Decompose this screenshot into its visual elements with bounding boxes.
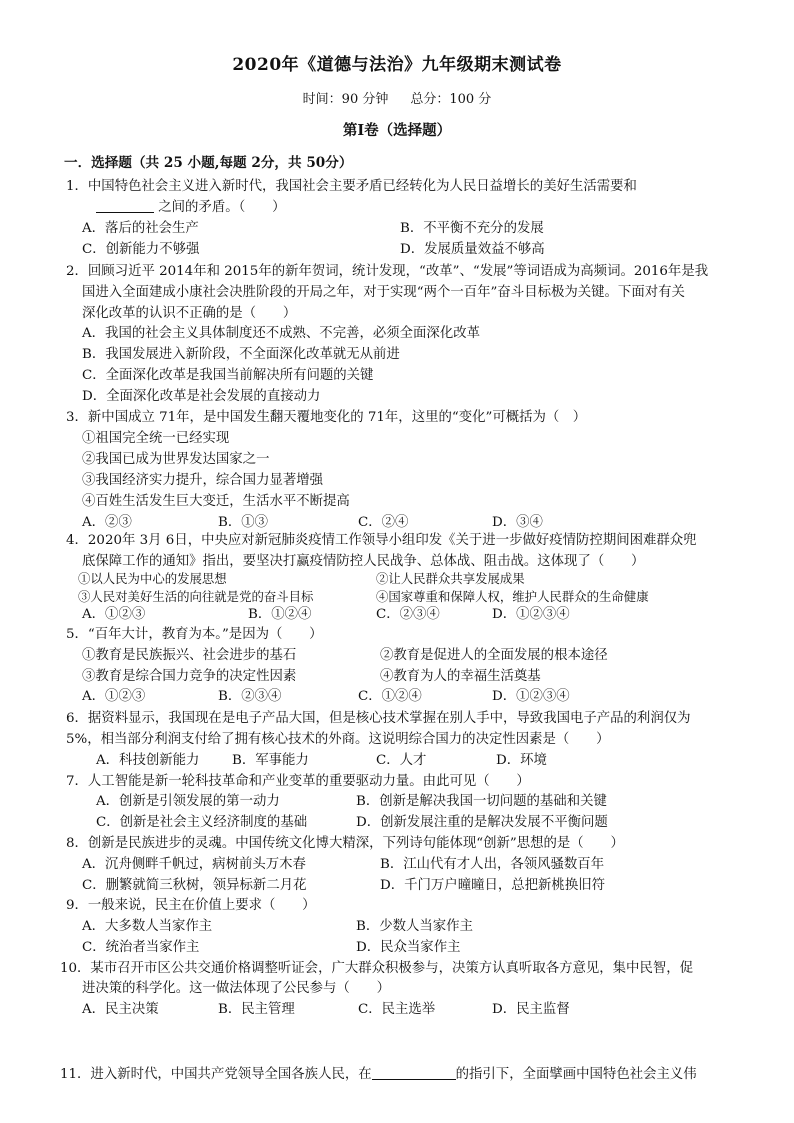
q4-statement-1: ①以人民为中心的发展思想 [78, 571, 227, 586]
q10-option-a: A．民主决策 [82, 1002, 159, 1017]
q3-statement-4: ④百姓生活发生巨大变迁，生活水平不断提高 [82, 494, 350, 509]
q11-stem [60, 1064, 728, 1085]
q10-option-b: B．民主管理 [218, 1002, 295, 1017]
q7-option-d: D．创新发展注重的是解决发展不平衡问题 [356, 815, 608, 830]
q3-option-b: B．①③ [218, 515, 269, 530]
answer-blank [96, 198, 154, 213]
q1-option-b: B．不平衡不充分的发展 [400, 221, 544, 236]
part-heading: 一．选择题（共 25 小题,每题 2分，共 50分） [64, 155, 353, 171]
q3-option-a: A．②③ [82, 515, 132, 530]
q4-option-a: A．①②③ [82, 607, 146, 622]
q8-option-a: A．沉舟侧畔千帆过，病树前头万木春 [82, 857, 306, 872]
q5-option-d: D．①②③④ [492, 689, 570, 704]
q6-stem-line2: 5%，相当部分利润支付给了拥有核心技术的外商。这说明综合国力的决定性因素是（ ） [66, 732, 610, 747]
exam-time: 时间：90 分钟 [302, 92, 389, 107]
q1-stem-line1: 1．中国特色社会主义进入新时代，我国社会主要矛盾已经转化为人民日益增长的美好生活需要和 [66, 179, 637, 194]
q4-stem-line2: 底保障工作的通知》指出，要坚决打赢疫情防控人民战争、总体战、阻击战。这体现了（ ） [82, 554, 645, 569]
q5-option-c: C．①②④ [358, 689, 422, 704]
q7-option-c: C．创新是社会主义经济制度的基础 [96, 815, 308, 830]
q3-statement-1: ①祖国完全统一已经实现 [82, 431, 230, 446]
q5-statement-2: ②教育是促进人的全面发展的根本途径 [380, 648, 608, 663]
q4-statement-2: ②让人民群众共享发展成果 [376, 571, 525, 586]
q8-stem: 8．创新是民族进步的灵魂。中国传统文化博大精深，下列诗句能体现“创新”思想的是（ ） [66, 836, 624, 851]
section-title: 第Ⅰ卷（选择题） [342, 122, 452, 139]
q9-option-c: C．统治者当家作主 [82, 940, 200, 955]
q1-option-a: A．落后的社会生产 [82, 221, 199, 236]
q4-option-b: B．①②④ [248, 607, 312, 622]
q2-stem-line3: 深化改革的认识不正确的是（ ） [82, 306, 297, 321]
q8-option-d: D．千门万户曈曈日，总把新桃换旧符 [380, 878, 605, 893]
q2-stem-line1: 2．回顾习近平 2014年和 2015年的新年贺词，统计发现，“改革”、“发展”等词语成为高频词。2016年是我 [66, 264, 709, 279]
q7-stem: 7．人工智能是新一轮科技革命和产业变革的重要驱动力量。由此可见（ ） [66, 774, 530, 789]
q1-stem-tail: 之间的矛盾。（ ） [158, 200, 286, 215]
q2-stem-line2: 国进入全面建成小康社会决胜阶段的开局之年，对于实现“两个一百年”奋斗目标极为关键。下面对有关 [82, 285, 685, 300]
q4-statement-4: ④国家尊重和保障人权，维护人民群众的生命健康 [376, 589, 649, 604]
q5-statement-3: ③教育是综合国力竞争的决定性因素 [82, 669, 297, 684]
q1-option-c: C．创新能力不够强 [82, 242, 200, 257]
q11-stem-head: 11．进入新时代，中国共产党领导全国各族人民，在 [60, 1067, 372, 1082]
q6-option-d: D．环境 [496, 753, 547, 768]
q10-stem-line1: 10．某市召开市区公共交通价格调整听证会，广大群众积极参与，决策方认真听取各方意见，集中民智，促 [60, 961, 694, 976]
q10-stem-line2: 进决策的科学化。这一做法体现了公民参与（ ） [82, 981, 390, 996]
q3-statement-2: ②我国已成为世界发达国家之一 [82, 452, 270, 467]
q2-option-d: D．全面深化改革是社会发展的直接动力 [82, 389, 321, 404]
q1-option-d: D．发展质量效益不够高 [400, 242, 545, 257]
q8-option-b: B．江山代有才人出，各领风骚数百年 [380, 857, 605, 872]
q9-stem: 9．一般来说，民主在价值上要求（ ） [66, 898, 316, 913]
q6-option-c: C．人才 [376, 753, 427, 768]
q2-option-b: B．我国发展进入新阶段，不全面深化改革就无从前进 [82, 347, 400, 362]
q4-stem-line1: 4．2020年 3月 6日，中央应对新冠肺炎疫情工作领导小组印发《关于进一步做好疫情防控期间困难群众兜 [66, 533, 697, 548]
q3-option-c: C．②④ [358, 515, 409, 530]
q4-statement-3: ③人民对美好生活的向往就是党的奋斗目标 [78, 589, 314, 604]
q1-stem-line2 [96, 197, 748, 218]
q9-option-a: A．大多数人当家作主 [82, 919, 213, 934]
q7-option-a: A．创新是引领发展的第一动力 [96, 794, 280, 809]
q11-stem-tail: 的指引下，全面擘画中国特色社会主义伟 [455, 1067, 697, 1082]
q3-stem: 3．新中国成立 71年，是中国发生翻天覆地变化的 71年，这里的“变化”可概括为（ ） [66, 410, 587, 425]
q5-option-a: A．①②③ [82, 689, 146, 704]
q2-option-c: C．全面深化改革是我国当前解决所有问题的关键 [82, 368, 374, 383]
exam-score: 总分：100 分 [410, 92, 492, 107]
q5-statement-1: ①教育是民族振兴、社会进步的基石 [82, 648, 297, 663]
q2-option-a: A．我国的社会主义具体制度还不成熟、不完善，必须全面深化改革 [82, 326, 480, 341]
q6-option-a: A．科技创新能力 [96, 753, 200, 768]
answer-blank [372, 1065, 456, 1080]
exam-title: 2020年《道德与法治》九年级期末测试卷 [232, 55, 562, 75]
q6-stem-line1: 6．据资料显示，我国现在是电子产品大国，但是核心技术掌握在别人手中，导致我国电子产品的利润仅为 [66, 711, 691, 726]
q10-option-d: D．民主监督 [492, 1002, 570, 1017]
q3-option-d: D．③④ [492, 515, 543, 530]
exam-meta [0, 88, 794, 107]
q5-stem: 5．“百年大计，教育为本。”是因为（ ） [66, 627, 323, 642]
q4-option-d: D．①②③④ [492, 607, 570, 622]
q6-option-b: B．军事能力 [232, 753, 309, 768]
q10-option-c: C．民主选举 [358, 1002, 436, 1017]
q8-option-c: C．删繁就简三秋树，领异标新二月花 [82, 878, 307, 893]
q3-statement-3: ③我国经济实力提升，综合国力显著增强 [82, 473, 324, 488]
q4-option-c: C．②③④ [376, 607, 440, 622]
q5-statement-4: ④教育为人的幸福生活奠基 [380, 669, 541, 684]
q7-option-b: B．创新是解决我国一切问题的基础和关键 [356, 794, 607, 809]
q9-option-b: B．少数人当家作主 [356, 919, 473, 934]
q5-option-b: B．②③④ [218, 689, 282, 704]
q9-option-d: D．民众当家作主 [356, 940, 461, 955]
